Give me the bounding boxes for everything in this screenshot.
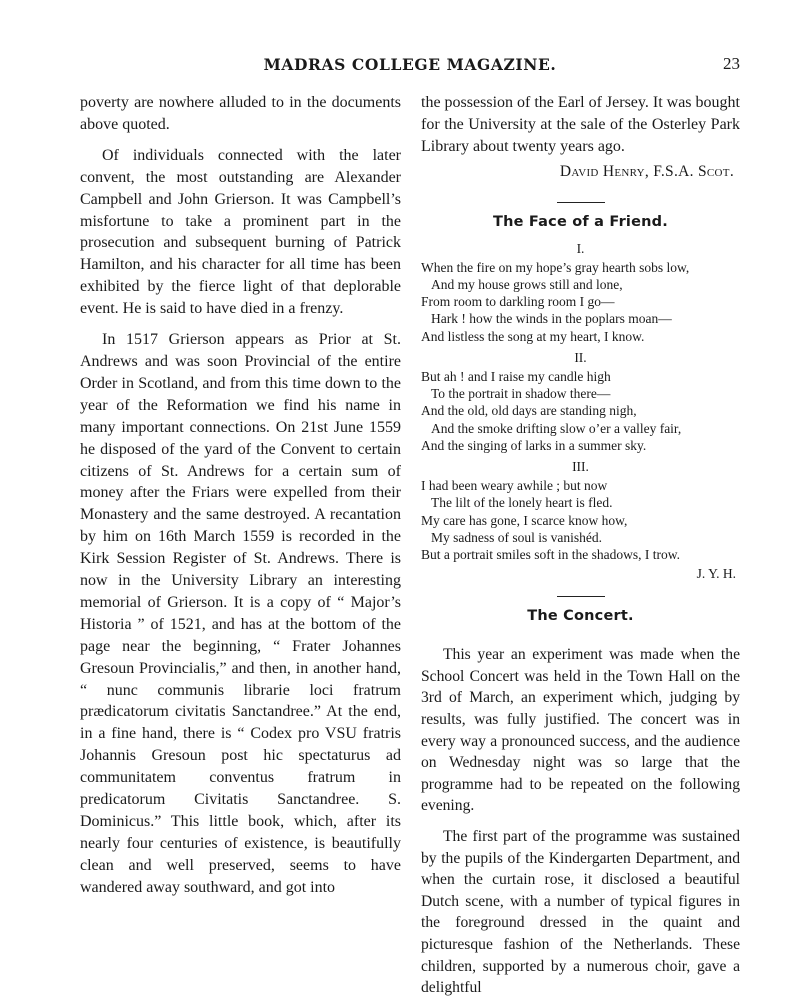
poem-line: And the singing of larks in a summer sky. xyxy=(421,437,647,453)
poem-stanza xyxy=(421,259,740,345)
author-signature xyxy=(421,161,740,183)
poem-line: Hark ! how the winds in the poplars moan— xyxy=(431,311,672,327)
concert-title: The Concert. xyxy=(527,608,634,625)
paragraph-continuation: the possession of the Earl of Jersey. It was bought for the University at the sale of the Osterley Park Library about twenty years ago. xyxy=(421,94,740,155)
poem-line: And the smoke drifting slow o’er a valley fair, xyxy=(431,420,682,436)
poem-stanza xyxy=(421,477,740,563)
section-divider xyxy=(557,202,605,203)
stanza-number: III. xyxy=(572,458,589,474)
poem-line: To the portrait in shadow there— xyxy=(431,386,611,402)
right-column xyxy=(421,92,740,999)
paragraph-grierson-prior: In 1517 Grierson appears as Prior at St. Andrews and was soon Provincial of the entire Order in Scotland, and from this time down to the year of the Reformation we find his name in many important connections. On 21st June 1559 he disposed of the yard of the Convent to certain citizens of St. Andrews for a certain sum of money after the Friars were expelled from their Monastery and the same destroyed. A recantation by him on 16th March 1559 is recorded in the Kirk Session Register of St. Andrews. There is now in the University Library an interesting memorial of Grierson. It is a copy of “ Major’s Historia ” of 1521, and has at the bottom of the page near the beginning, “ Frater Johannes Gresoun Provincialis,” and then, in another hand, “ nunc communis librarie loci fratrum prædicatorum civitatis Sanctandree.” At the end, in a fine hand, there is “ Codex pro VSU fratris Johannis Gresoun post hic spectaturus ad communitatem conventus fratrum in predicatorum Civitatis Sanctandree. S. Dominicus.” This little book, which, after its nearly four centuries of existence, is beautifully clean and well preserved, seems to have wandered away southward, and got into xyxy=(80,331,401,896)
page-header xyxy=(80,55,740,81)
paragraph-concert-intro: This year an experiment was made when the School Concert was held in the Town Hall on the 3rd of March, an experiment which, judging by results, was fully justified. The concert was in every way a pronounced success, and the audience on Wednesday night was so large that the programme had to be repeated on the following evening. xyxy=(421,646,740,815)
paragraph-continued: poverty are nowhere alluded to in the documents above quoted. xyxy=(80,94,401,133)
poem-stanza xyxy=(421,368,740,454)
page-number: 23 xyxy=(723,54,740,73)
poem-line: From room to darkling room I go— xyxy=(421,294,615,310)
poem-line: My care has gone, I scarce know how, xyxy=(421,512,628,528)
poem-line: But a portrait smiles soft in the shadows, I trow. xyxy=(421,546,680,562)
left-column xyxy=(80,92,401,899)
poem-line: And listless the song at my heart, I know. xyxy=(421,328,645,344)
poem-title: The Face of a Friend. xyxy=(493,213,668,230)
concert-article xyxy=(421,644,740,999)
poem-line: When the fire on my hope’s gray hearth sobs low, xyxy=(421,259,690,275)
author-signature-text: David Henry, F.S.A. Scot. xyxy=(559,162,734,180)
poem-line: My sadness of soul is vanishéd. xyxy=(431,529,602,545)
stanza-number: I. xyxy=(576,240,585,256)
poem-line: And my house grows still and lone, xyxy=(431,276,623,292)
section-divider xyxy=(557,596,605,597)
poem-line: I had been weary awhile ; but now xyxy=(421,478,608,494)
stanza-number: II. xyxy=(574,349,587,365)
poem-line: The lilt of the lonely heart is fled. xyxy=(431,495,613,511)
paragraph-concert-first-part: The first part of the programme was sustained by the pupils of the Kindergarten Department, and when the curtain rose, it disclosed a beautiful Dutch scene, with a number of typical figures in the foreground dressed in the quaint and picturesque fashion of the Netherlands. These children, supported by a numerous choir, gave a delightful xyxy=(421,828,740,997)
poem-line: But ah ! and I raise my candle high xyxy=(421,368,611,384)
magazine-title: MADRAS COLLEGE MAGAZINE. xyxy=(263,55,557,74)
poem-signature: J. Y. H. xyxy=(696,566,736,582)
paragraph-campbell-grierson: Of individuals connected with the later convent, the most outstanding are Alexander Campbell and John Grierson. It was Campbell’s misfortune to take a prominent part in the prosecution and subsequent burning of Patrick Hamilton, and his character for all time has been exhibited by the fierce light of that deplorable event. He is said to have died in a frenzy. xyxy=(80,146,401,318)
poem-line: And the old, old days are standing nigh, xyxy=(421,403,637,419)
